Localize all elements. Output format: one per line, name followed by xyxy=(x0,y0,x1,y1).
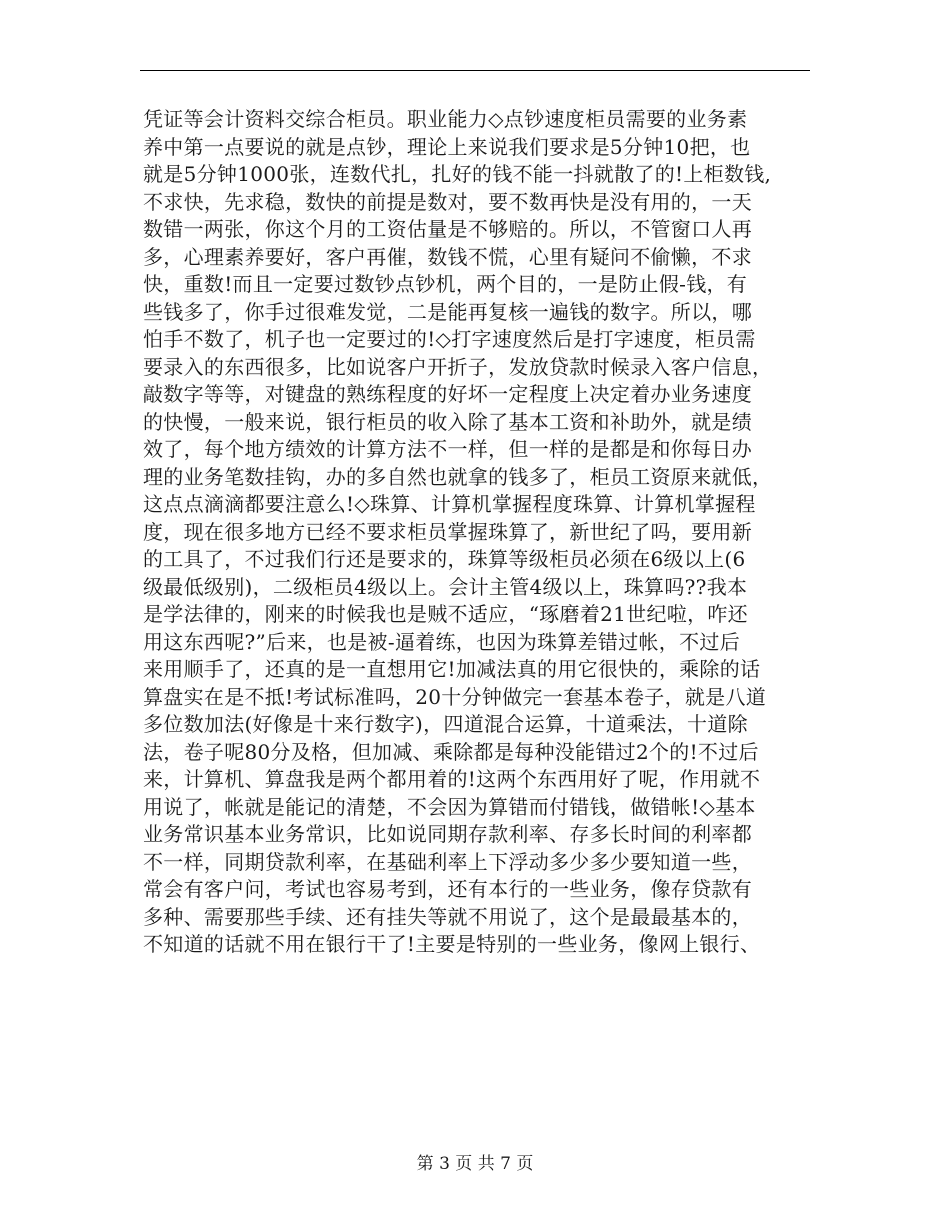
text-line: 用说了，帐就是能记的清楚，不会因为算错而付错钱，做错帐!◇基本 xyxy=(143,794,756,819)
text-line: 不知道的话就不用在银行干了!主要是特别的一些业务，像网上银行、 xyxy=(143,932,761,956)
text-line: 的工具了，不过我们行还是要求的，珠算等级柜员必须在6级以上(6 xyxy=(143,547,746,571)
text-line: 怕手不数了，机子也一定要过的!◇打字速度然后是打字速度，柜员需 xyxy=(143,327,756,351)
text-line: 是学法律的，刚来的时候我也是贼不适应，“琢磨着21世纪啦，咋还 xyxy=(143,602,748,626)
text-line: 多位数加法(好像是十来行数字)，四道混合运算，十道乘法，十道除 xyxy=(143,712,748,736)
text-line: 效了，每个地方绩效的计算方法不一样，但一样的是都是和你每日办 xyxy=(143,437,752,461)
text-line: 多，心理素养要好，客户再催，数钱不慌，心里有疑问不偷懒，不求 xyxy=(143,244,752,269)
header-rule xyxy=(140,70,810,71)
text-line: 法，卷子呢80分及格，但加减、乘除都是每种没能错过2个的!不过后 xyxy=(143,739,759,764)
text-line: 多种、需要那些手续、还有挂失等就不用说了，这个是最最基本的， xyxy=(143,904,752,929)
text-line: 凭证等会计资料交综合柜员。职业能力◇点钞速度柜员需要的业务素 xyxy=(143,107,748,131)
text-line: 不一样，同期贷款利率，在基础利率上下浮动多少多少要知道一些， xyxy=(143,849,752,874)
text-line: 不求快，先求稳，数快的前提是数对，要不数再快是没有用的，一天 xyxy=(143,189,752,214)
text-line: 级最低级别)，二级柜员4级以上。会计主管4级以上，珠算吗??我本 xyxy=(143,574,748,599)
text-line: 度，现在很多地方已经不要求柜员掌握珠算了，新世纪了吗，要用新 xyxy=(143,519,752,544)
text-line: 常会有客户问，考试也容易考到，还有本行的一些业务，像存贷款有 xyxy=(143,877,752,901)
text-line: 的快慢，一般来说，银行柜员的收入除了基本工资和补助外，就是绩 xyxy=(143,409,752,434)
page-number-label: 第 3 页 共 7 页 xyxy=(416,1154,534,1174)
text-line: 要录入的东西很多，比如说客户开折子，发放贷款时候录入客户信息， xyxy=(143,354,773,379)
text-line: 这点点滴滴都要注意么!◇珠算、计算机掌握程度珠算、计算机掌握程 xyxy=(143,492,756,516)
text-line: 来用顺手了，还真的是一直想用它!加减法真的用它很快的，乘除的话 xyxy=(143,657,761,681)
body-text xyxy=(143,106,843,959)
text-line: 快，重数!而且一定要过数钞点钞机，两个目的，一是防止假-钱，有 xyxy=(143,272,748,296)
text-line: 业务常识基本业务常识，比如说同期存款利率、存多长时间的利率都 xyxy=(143,822,752,846)
text-line: 数错一两张，你这个月的工资估量是不够赔的。所以，不管窗口人再 xyxy=(143,217,752,241)
text-line: 敲数字等等，对键盘的熟练程度的好坏一定程度上决定着办业务速度 xyxy=(143,382,752,406)
text-line: 用这东西呢?”后来，也是被-逼着练，也因为珠算差错过帐，不过后 xyxy=(143,629,741,654)
text-line: 来，计算机、算盘我是两个都用着的!这两个东西用好了呢，作用就不 xyxy=(143,767,761,791)
text-line: 养中第一点要说的就是点钞，理论上来说我们要求是5分钟10把，也 xyxy=(143,134,751,159)
text-line: 理的业务笔数挂钩，办的多自然也就拿的钱多了，柜员工资原来就低， xyxy=(143,464,773,489)
text-line: 些钱多了，你手过很难发觉，二是能再复核一遍钱的数字。所以，哪 xyxy=(143,299,752,324)
text-line: 算盘实在是不抵!考试标准吗，20十分钟做完一套基本卷子，就是八道 xyxy=(143,684,767,709)
text-line: 就是5分钟1000张，连数代扎，扎好的钱不能一抖就散了的!上柜数钱, xyxy=(143,162,772,186)
page-footer xyxy=(0,1152,950,1176)
